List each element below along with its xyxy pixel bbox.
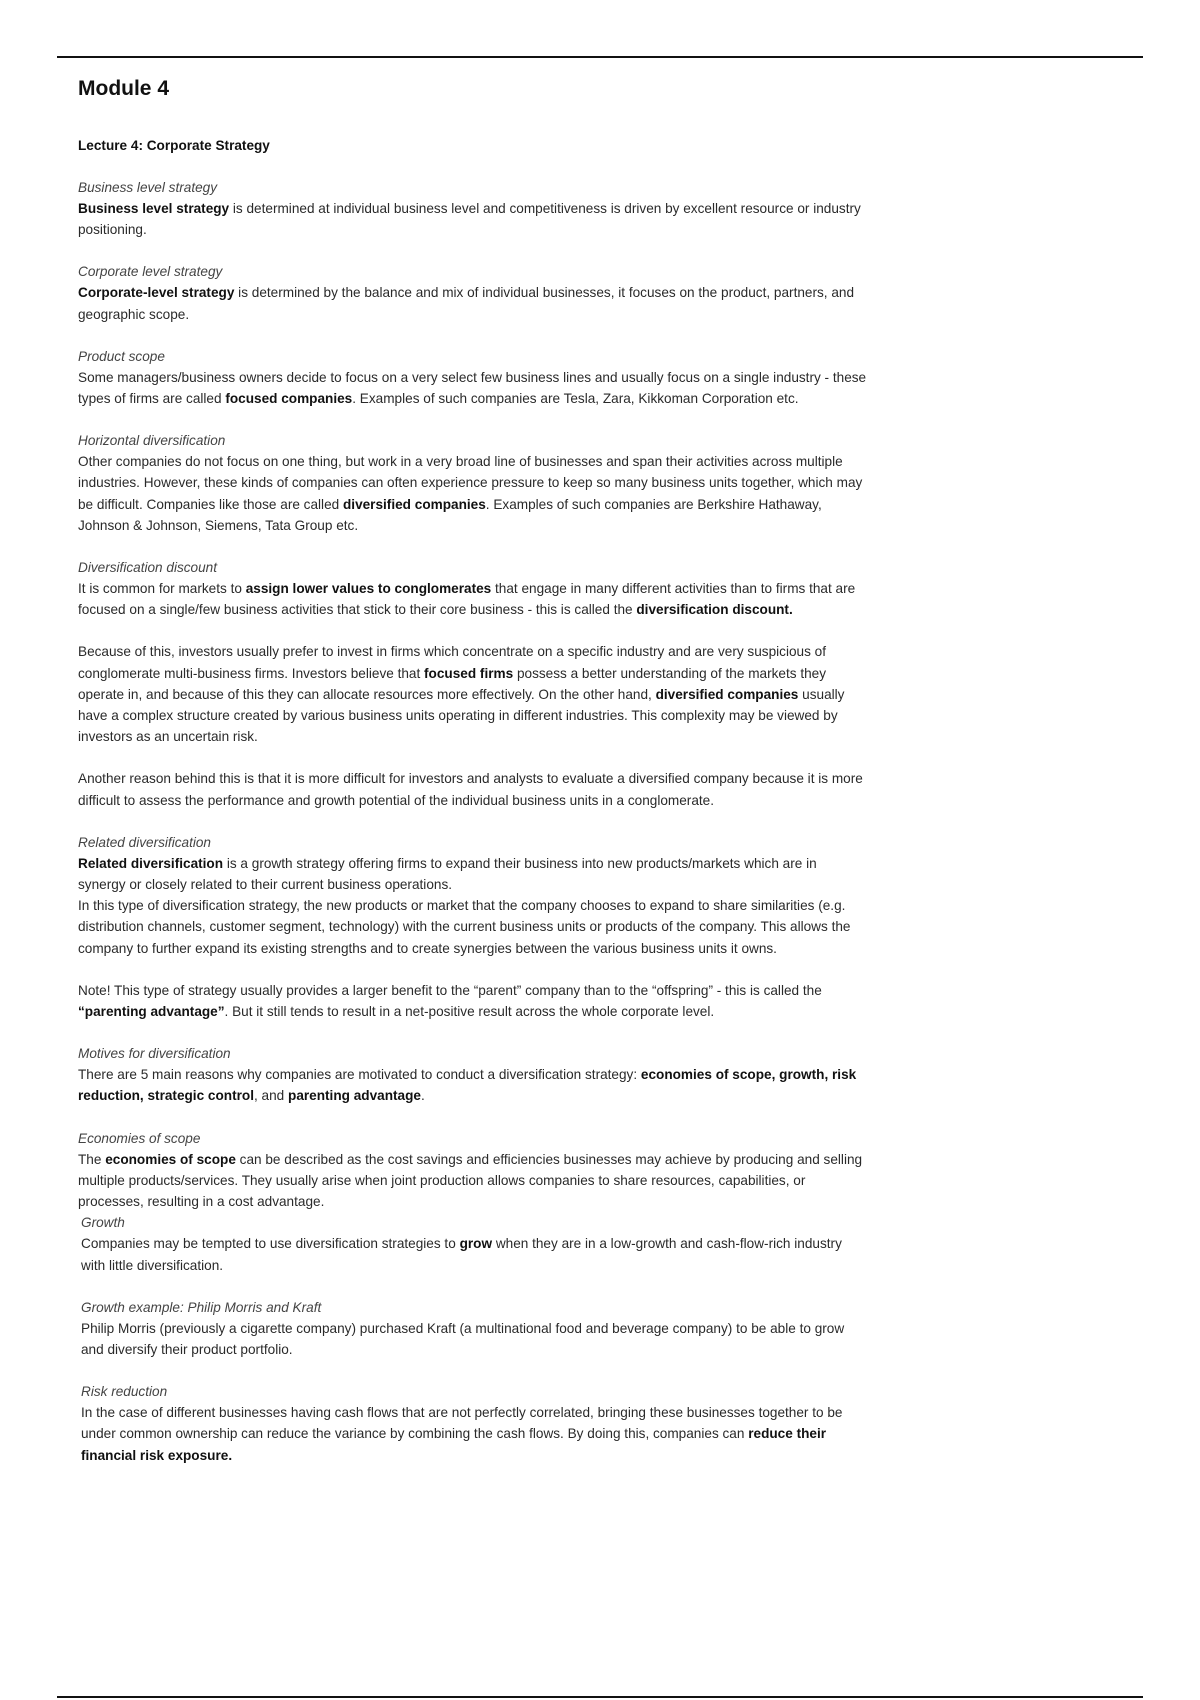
sections-container xyxy=(78,177,868,1466)
text-run: It is common for markets to xyxy=(78,581,246,597)
section-heading: Motives for diversification xyxy=(78,1046,231,1062)
document-body xyxy=(78,76,868,1487)
text-run: is a growth strategy offering firms to expand their business into new products/markets which are in synergy or closely related to their current business operations. xyxy=(78,855,817,893)
bold-term: economies of scope xyxy=(105,1151,236,1167)
bold-term: grow xyxy=(459,1236,493,1252)
paragraph-gap xyxy=(78,620,868,641)
section-heading: Corporate level strategy xyxy=(78,264,223,280)
text-run: . Examples of such companies are Tesla, Zara, Kikkoman Corporation etc. xyxy=(352,391,799,407)
bold-term: parenting advantage xyxy=(288,1088,421,1104)
text-run: . But it still tends to result in a net-positive result across the whole corporate level. xyxy=(224,1004,715,1020)
section xyxy=(78,430,868,536)
section xyxy=(78,1212,868,1275)
bold-term: diversified companies xyxy=(342,496,486,512)
paragraph xyxy=(78,282,868,324)
section-heading: Growth example: Philip Morris and Kraft xyxy=(81,1299,322,1315)
text-run: In the case of different businesses having cash flows that are not perfectly correlated, bringing these businesses together to be under common ownership can reduce the variance by combining the cash flows. By doing this, companies can xyxy=(81,1405,843,1442)
paragraph xyxy=(78,853,868,959)
paragraph-gap xyxy=(78,959,868,980)
section-heading: Horizontal diversification xyxy=(78,433,226,449)
text-run: , and xyxy=(254,1088,289,1104)
paragraph xyxy=(78,578,868,620)
section-heading: Risk reduction xyxy=(81,1384,168,1400)
bold-term: focused firms xyxy=(424,665,514,681)
text-run: Note! This type of strategy usually provides a larger benefit to the “parent” company than to the “offspring” - this is called the xyxy=(78,982,822,998)
text-run: can be described as the cost savings and efficiencies businesses may achieve by producing and selling multiple products/services. They usually arise when joint production allows companies to share resources, capabilities, or processes, resulting in a cost advantage. xyxy=(78,1151,863,1210)
top-rule xyxy=(57,56,1143,58)
bold-term: economies of scope, growth, risk reduction, strategic control xyxy=(78,1067,857,1104)
section-heading: Economies of scope xyxy=(78,1130,201,1146)
text-run: The xyxy=(78,1151,106,1167)
bold-term: assign lower values to conglomerates xyxy=(245,581,492,597)
bold-term: “parenting advantage” xyxy=(78,1004,225,1020)
paragraph xyxy=(81,1318,868,1360)
section xyxy=(78,557,868,811)
bold-term: reduce their financial risk exposure. xyxy=(81,1426,827,1463)
text-run: that engage in many different activities than to firms that are focused on a single/few business activities that stick to their core business - this is called the xyxy=(78,581,856,618)
text-run: when they are in a low-growth and cash-flow-rich industry with little diversification. xyxy=(81,1236,842,1273)
bold-term: Related diversification xyxy=(78,855,224,871)
text-run: is determined at individual business level and competitiveness is driven by excellent resource or industry positioning. xyxy=(78,201,861,238)
paragraph xyxy=(78,768,868,810)
text-run: Another reason behind this is that it is more difficult for investors and analysts to evaluate a diversified company because it is more difficult to assess the performance and growth potential of the individual business units in a conglomerate. xyxy=(78,771,863,808)
bold-term: diversified companies xyxy=(655,686,799,702)
lecture-title: Lecture 4: Corporate Strategy xyxy=(78,138,270,153)
section xyxy=(78,832,868,1022)
text-run: Some managers/business owners decide to focus on a very select few business lines and usually focus on a single industry - these types of firms are called xyxy=(78,369,867,407)
text-run: . Examples of such companies are Berkshire Hathaway, Johnson & Johnson, Siemens, Tata Group etc. xyxy=(78,496,822,533)
section-heading: Growth xyxy=(81,1215,125,1231)
text-run: possess a better understanding of the markets they operate in, and because of this they can allocate resources more effectively. On the other hand, xyxy=(78,665,827,702)
bottom-rule xyxy=(57,1696,1143,1698)
text-run: Other companies do not focus on one thing, but work in a very broad line of businesses and span their activities across multiple industries. However, these kinds of companies can often experience pressure to keep so many business units together, which may be difficult. Companies like those are called xyxy=(78,454,863,512)
paragraph xyxy=(78,367,868,409)
section xyxy=(78,346,868,409)
paragraph-gap xyxy=(78,747,868,768)
bold-term: Business level strategy xyxy=(78,201,230,216)
section-heading: Business level strategy xyxy=(78,180,218,195)
section xyxy=(78,1128,868,1213)
paragraph xyxy=(78,198,868,240)
text-run: Companies may be tempted to use diversification strategies to xyxy=(81,1236,460,1252)
bold-term: diversification discount. xyxy=(636,602,793,618)
section-heading: Product scope xyxy=(78,348,165,364)
paragraph xyxy=(78,1064,868,1106)
section-heading: Related diversification xyxy=(78,834,211,850)
section xyxy=(78,177,868,240)
paragraph xyxy=(78,980,868,1022)
text-run: . xyxy=(420,1088,425,1104)
text-run: Philip Morris (previously a cigarette company) purchased Kraft (a multinational food and beverage company) to be able to grow and diversify their product portfolio. xyxy=(81,1320,845,1357)
text-run: In this type of diversification strategy, the new products or market that the company chooses to expand to share similarities (e.g. distribution channels, customer segment, technology) with the current business units or products of the company. This allows the company to further expand its existing strengths and to create synergies between the various business units it owns. xyxy=(78,898,851,956)
text-run: Because of this, investors usually prefer to invest in firms which concentrate on a specific industry and are very suspicious of conglomerate multi-business firms. Investors believe that xyxy=(78,644,827,681)
section xyxy=(78,261,868,324)
paragraph xyxy=(78,451,868,536)
text-run: is determined by the balance and mix of individual businesses, it focuses on the product, partners, and geographic scope. xyxy=(78,285,855,322)
section-heading: Diversification discount xyxy=(78,560,218,576)
section xyxy=(78,1043,868,1106)
bold-term: focused companies xyxy=(225,391,353,407)
section xyxy=(78,1381,868,1466)
text-run: There are 5 main reasons why companies are motivated to conduct a diversification strategy: xyxy=(78,1067,641,1083)
paragraph xyxy=(81,1402,868,1466)
section xyxy=(78,1297,868,1360)
bold-term: Corporate-level strategy xyxy=(78,285,235,301)
paragraph xyxy=(78,1149,868,1213)
module-title: Module 4 xyxy=(78,77,170,100)
paragraph xyxy=(81,1233,868,1275)
paragraph xyxy=(78,641,868,747)
text-run: usually have a complex structure created by various business units operating in different industries. This complexity may be viewed by investors as an uncertain risk. xyxy=(78,686,845,745)
